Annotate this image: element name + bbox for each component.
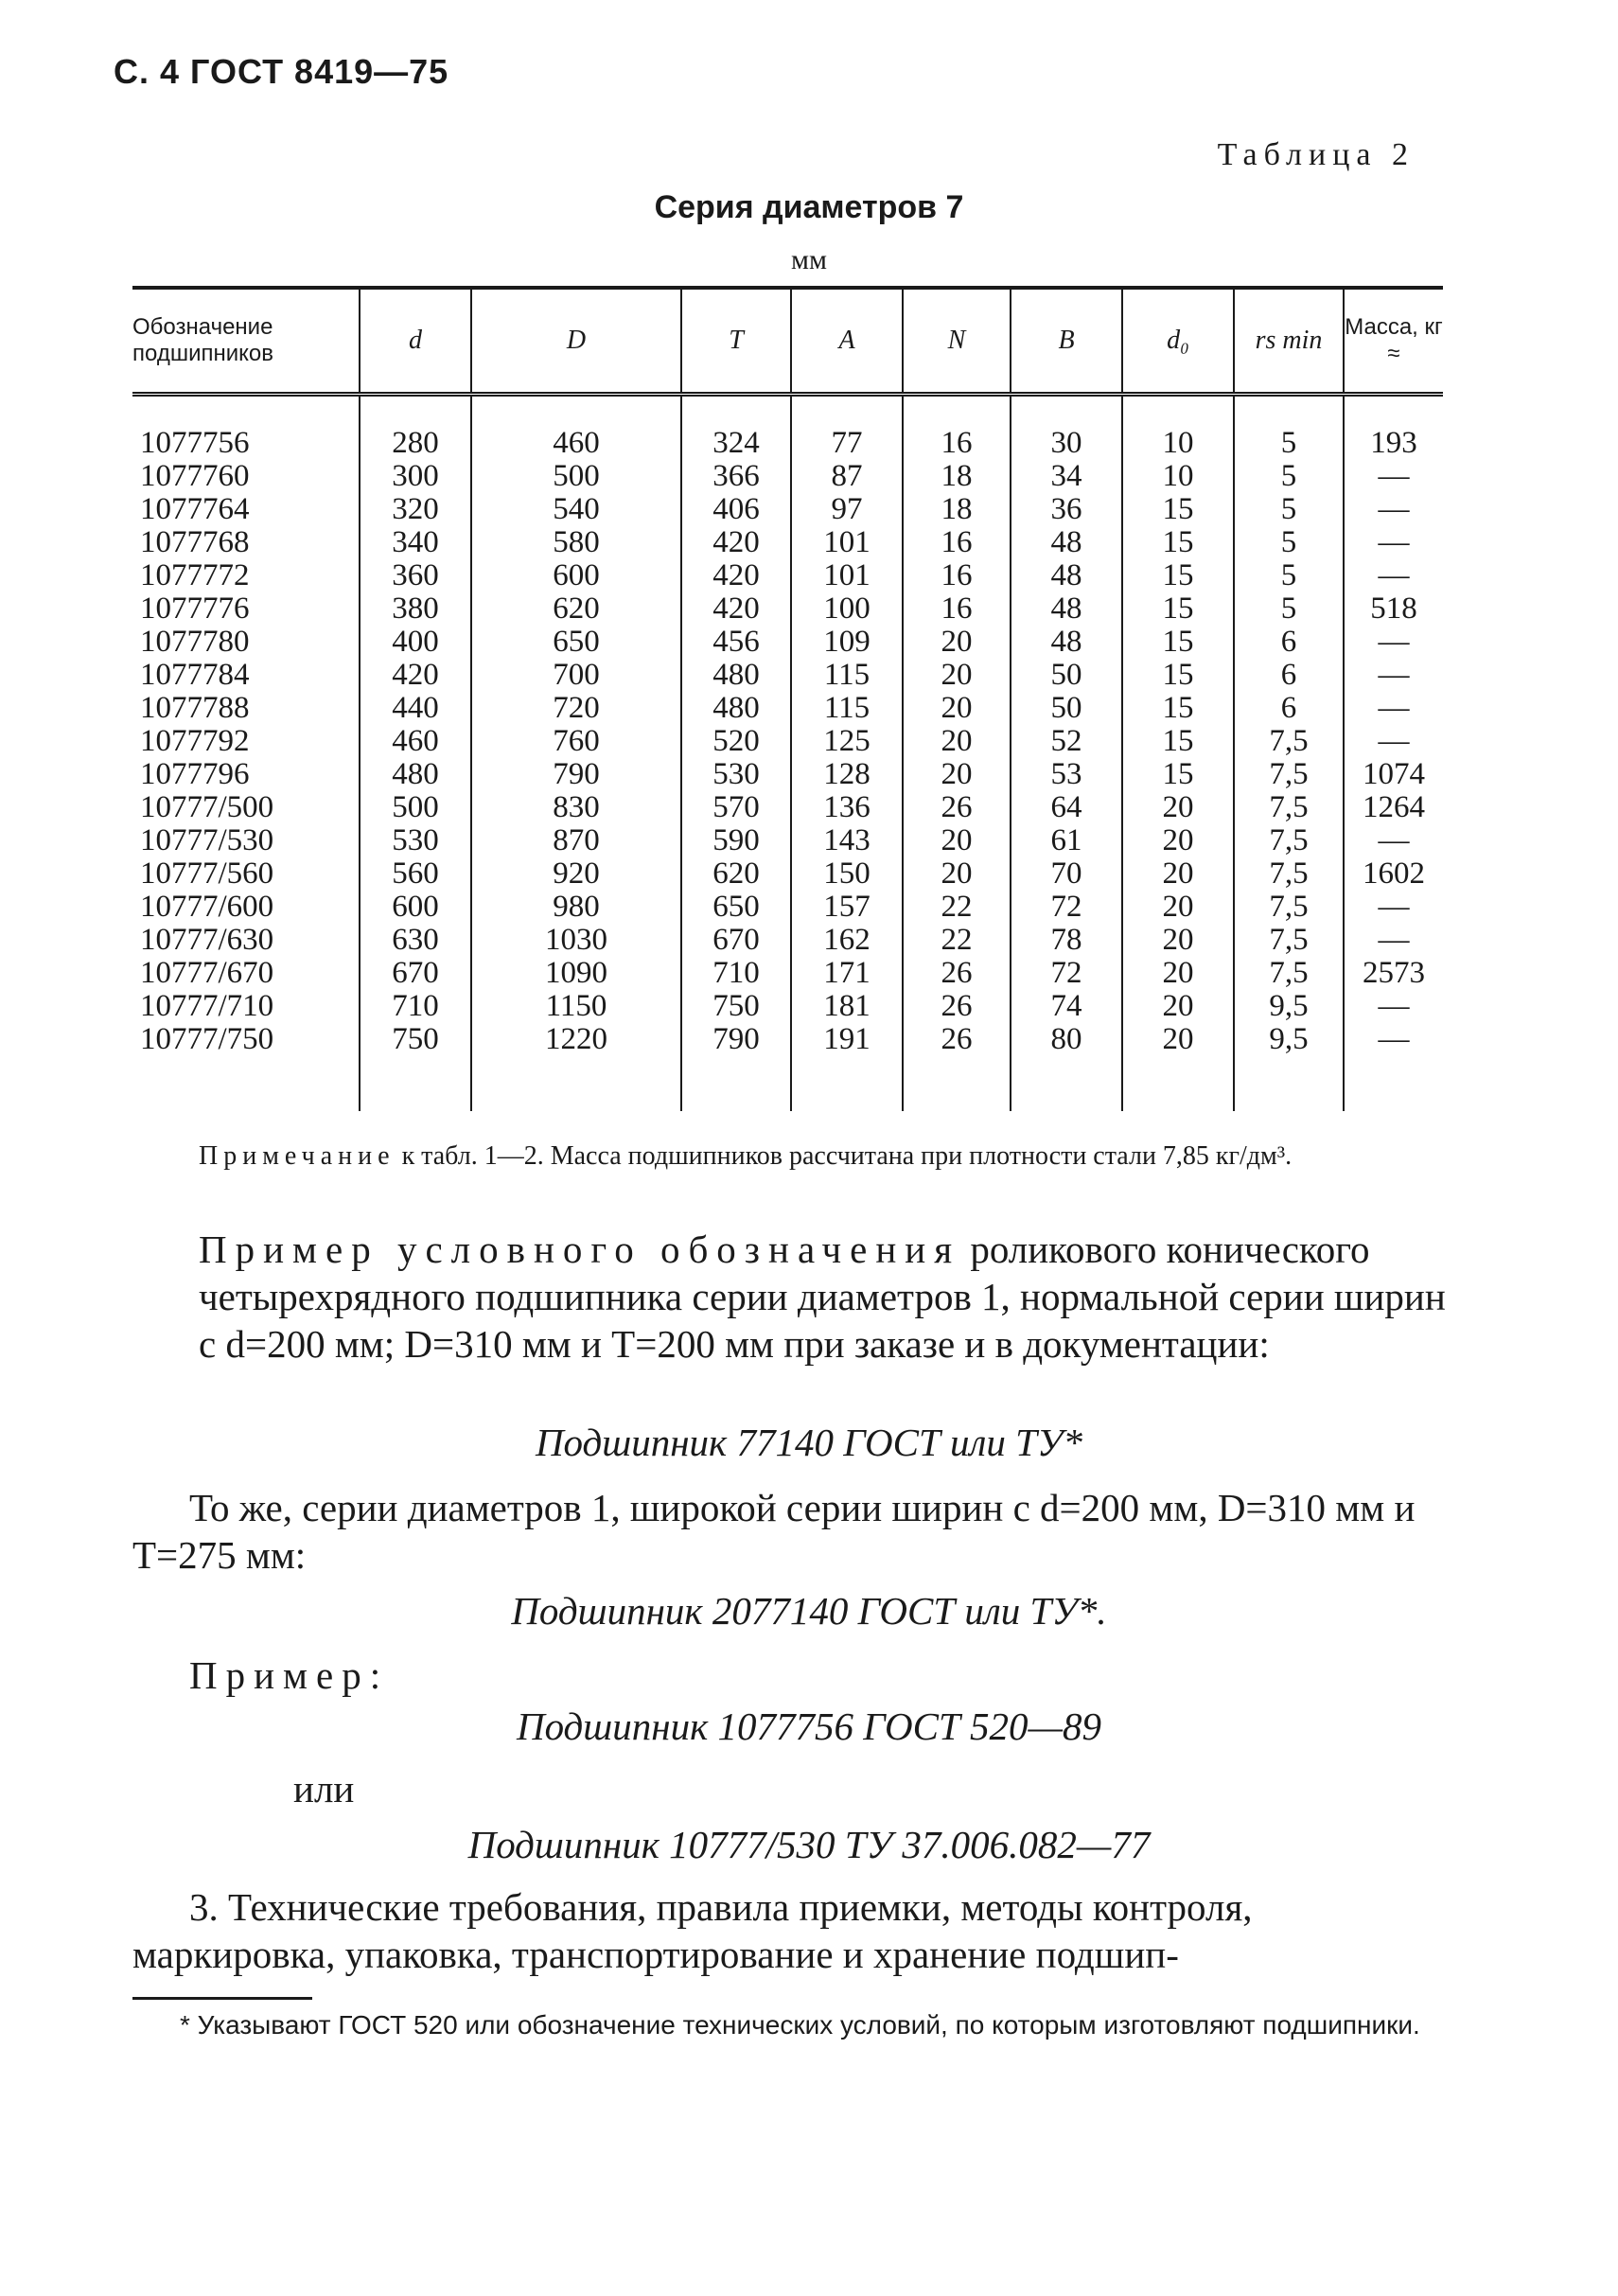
cell-A: 87: [791, 460, 903, 493]
table-note: [199, 1140, 1467, 1173]
cell-B: 52: [1011, 725, 1122, 758]
cell-mass: —: [1344, 924, 1443, 957]
cell-B: 48: [1011, 626, 1122, 659]
cell-T: 520: [681, 725, 791, 758]
cell-mass: —: [1344, 692, 1443, 725]
spacer-cell: [471, 1056, 681, 1111]
cell-mass: —: [1344, 526, 1443, 559]
cell-rs-min: 5: [1234, 460, 1344, 493]
cell-D: 600: [471, 559, 681, 592]
table-number-label: Таблица 2: [1217, 137, 1415, 172]
column-header-designation: Обозначение подшипников: [132, 288, 360, 395]
cell-A: 150: [791, 857, 903, 891]
table-row: [132, 626, 1443, 659]
cell-mass: 193: [1344, 395, 1443, 461]
cell-d: 670: [360, 957, 471, 990]
spacer-cell: [1122, 1056, 1234, 1111]
cell-mass: —: [1344, 559, 1443, 592]
cell-designation: 1077784: [140, 658, 250, 692]
cell-rs-min: 7,5: [1234, 824, 1344, 857]
cell-N: 18: [903, 493, 1011, 526]
cell-rs-min: 7,5: [1234, 857, 1344, 891]
example-label: Пример условного обозначения: [199, 1227, 961, 1271]
cell-d0: 20: [1122, 891, 1234, 924]
cell-N: 26: [903, 791, 1011, 824]
table-row: [132, 526, 1443, 559]
cell-D: 790: [471, 758, 681, 791]
designation-example-4: Подшипник 10777/530 ТУ 37.006.082—77: [467, 1823, 1151, 1866]
cell-d0: 15: [1122, 493, 1234, 526]
cell-designation: 10777/630: [140, 923, 274, 957]
cell-B: 50: [1011, 692, 1122, 725]
cell-N: 20: [903, 857, 1011, 891]
table-row: [132, 824, 1443, 857]
cell-d: 380: [360, 592, 471, 626]
table-row: [132, 857, 1443, 891]
cell-N: 16: [903, 592, 1011, 626]
cell-d: 480: [360, 758, 471, 791]
cell-d: 400: [360, 626, 471, 659]
cell-d0: 15: [1122, 758, 1234, 791]
cell-d: 280: [360, 395, 471, 461]
cell-rs-min: 5: [1234, 395, 1344, 461]
column-header-N: N: [903, 288, 1011, 395]
cell-d: 440: [360, 692, 471, 725]
cell-d: 750: [360, 1023, 471, 1056]
cell-B: 34: [1011, 460, 1122, 493]
example-2-label: Пример:: [189, 1653, 390, 1697]
cell-D: 540: [471, 493, 681, 526]
cell-T: 420: [681, 559, 791, 592]
cell-mass: 2573: [1344, 957, 1443, 990]
cell-d0: 15: [1122, 559, 1234, 592]
cell-d0: 20: [1122, 824, 1234, 857]
table-row: [132, 659, 1443, 692]
cell-D: 620: [471, 592, 681, 626]
cell-rs-min: 7,5: [1234, 957, 1344, 990]
cell-N: 26: [903, 990, 1011, 1023]
cell-mass: —: [1344, 1023, 1443, 1056]
cell-D: 1150: [471, 990, 681, 1023]
cell-d: 320: [360, 493, 471, 526]
cell-d: 630: [360, 924, 471, 957]
cell-rs-min: 5: [1234, 559, 1344, 592]
cell-D: 870: [471, 824, 681, 857]
cell-rs-min: 9,5: [1234, 990, 1344, 1023]
cell-N: 22: [903, 891, 1011, 924]
cell-D: 1030: [471, 924, 681, 957]
cell-B: 64: [1011, 791, 1122, 824]
cell-B: 48: [1011, 526, 1122, 559]
cell-mass: —: [1344, 493, 1443, 526]
cell-B: 74: [1011, 990, 1122, 1023]
cell-d: 460: [360, 725, 471, 758]
cell-designation: 10777/500: [140, 790, 274, 824]
cell-d0: 20: [1122, 990, 1234, 1023]
spacer-cell: [791, 1056, 903, 1111]
cell-rs-min: 9,5: [1234, 1023, 1344, 1056]
table-row: [132, 559, 1443, 592]
cell-A: 109: [791, 626, 903, 659]
cell-d0: 15: [1122, 526, 1234, 559]
cell-mass: 1264: [1344, 791, 1443, 824]
cell-designation: 10777/670: [140, 956, 274, 990]
cell-N: 22: [903, 924, 1011, 957]
cell-B: 30: [1011, 395, 1122, 461]
bearing-dimensions-table: [132, 286, 1443, 1111]
cell-d0: 20: [1122, 957, 1234, 990]
cell-mass: —: [1344, 460, 1443, 493]
cell-d0: 20: [1122, 857, 1234, 891]
cell-designation: 1077796: [140, 757, 250, 791]
cell-T: 650: [681, 891, 791, 924]
cell-d: 300: [360, 460, 471, 493]
cell-T: 406: [681, 493, 791, 526]
cell-D: 700: [471, 659, 681, 692]
column-header-rs-min: rs min: [1234, 288, 1344, 395]
spacer-cell: [681, 1056, 791, 1111]
cell-mass: 518: [1344, 592, 1443, 626]
example-text: роликового конического четырехрядного подшипника серии диаметров 1, нормальной серии ширин с d=200 мм; D=310 мм и T=200 мм при заказе и в документации:: [199, 1227, 1446, 1366]
cell-d0: 15: [1122, 692, 1234, 725]
table-row: [132, 1023, 1443, 1056]
cell-D: 720: [471, 692, 681, 725]
spacer-cell: [1011, 1056, 1122, 1111]
cell-A: 157: [791, 891, 903, 924]
cell-D: 920: [471, 857, 681, 891]
cell-d: 710: [360, 990, 471, 1023]
cell-rs-min: 6: [1234, 626, 1344, 659]
table-title: Серия диаметров 7: [654, 189, 964, 225]
cell-d0: 15: [1122, 725, 1234, 758]
cell-A: 162: [791, 924, 903, 957]
cell-designation: 1077760: [140, 459, 250, 493]
cell-designation: 1077776: [140, 592, 250, 626]
cell-N: 20: [903, 824, 1011, 857]
designation-example-2: Подшипник 2077140 ГОСТ или ТУ*.: [511, 1589, 1107, 1633]
cell-d: 420: [360, 659, 471, 692]
cell-T: 590: [681, 824, 791, 857]
cell-N: 16: [903, 526, 1011, 559]
cell-A: 97: [791, 493, 903, 526]
cell-rs-min: 7,5: [1234, 891, 1344, 924]
cell-A: 128: [791, 758, 903, 791]
spacer-cell: [132, 1056, 360, 1111]
cell-mass: —: [1344, 990, 1443, 1023]
footnote-divider: [132, 1997, 312, 2000]
cell-A: 171: [791, 957, 903, 990]
cell-T: 620: [681, 857, 791, 891]
cell-rs-min: 5: [1234, 493, 1344, 526]
cell-d0: 15: [1122, 659, 1234, 692]
cell-mass: —: [1344, 659, 1443, 692]
cell-T: 710: [681, 957, 791, 990]
cell-designation: 10777/750: [140, 1022, 274, 1056]
cell-designation: 10777/560: [140, 857, 274, 891]
cell-N: 26: [903, 957, 1011, 990]
cell-B: 78: [1011, 924, 1122, 957]
cell-designation: 1077772: [140, 558, 250, 592]
designation-example-3: Подшипник 1077756 ГОСТ 520—89: [516, 1704, 1102, 1748]
cell-rs-min: 5: [1234, 526, 1344, 559]
cell-mass: —: [1344, 725, 1443, 758]
cell-rs-min: 5: [1234, 592, 1344, 626]
cell-B: 53: [1011, 758, 1122, 791]
cell-B: 72: [1011, 957, 1122, 990]
cell-d: 530: [360, 824, 471, 857]
cell-B: 80: [1011, 1023, 1122, 1056]
cell-d: 360: [360, 559, 471, 592]
cell-A: 77: [791, 395, 903, 461]
cell-rs-min: 7,5: [1234, 791, 1344, 824]
cell-designation: 10777/530: [140, 823, 274, 857]
table-header-row: [132, 288, 1443, 395]
cell-d0: 10: [1122, 460, 1234, 493]
cell-D: 500: [471, 460, 681, 493]
cell-A: 101: [791, 526, 903, 559]
cell-D: 760: [471, 725, 681, 758]
cell-D: 650: [471, 626, 681, 659]
table-row: [132, 725, 1443, 758]
cell-B: 48: [1011, 592, 1122, 626]
cell-B: 61: [1011, 824, 1122, 857]
column-header-T: T: [681, 288, 791, 395]
cell-T: 570: [681, 791, 791, 824]
table-row: [132, 924, 1443, 957]
table-spacer-row: [132, 1056, 1443, 1111]
cell-N: 16: [903, 395, 1011, 461]
cell-d: 600: [360, 891, 471, 924]
cell-A: 125: [791, 725, 903, 758]
cell-d0: 10: [1122, 395, 1234, 461]
cell-A: 143: [791, 824, 903, 857]
cell-mass: —: [1344, 626, 1443, 659]
cell-T: 420: [681, 592, 791, 626]
cell-designation: 1077756: [140, 426, 250, 460]
table-row: [132, 990, 1443, 1023]
cell-A: 181: [791, 990, 903, 1023]
cell-T: 480: [681, 659, 791, 692]
column-header-d: d: [360, 288, 471, 395]
column-header-d0: d₀: [1122, 288, 1234, 395]
same-example-paragraph: То же, серии диаметров 1, широкой серии ширин с d=200 мм, D=310 мм и T=275 мм:: [132, 1486, 1416, 1577]
cell-A: 101: [791, 559, 903, 592]
table-row: [132, 395, 1443, 461]
section-3-paragraph: 3. Технические требования, правила приемки, методы контроля, маркировка, упаковка, транспортирование и хранение подшип-: [132, 1885, 1253, 1976]
cell-d0: 15: [1122, 592, 1234, 626]
table-row: [132, 460, 1443, 493]
cell-N: 26: [903, 1023, 1011, 1056]
cell-D: 830: [471, 791, 681, 824]
table-row: [132, 493, 1443, 526]
note-label: Примечание: [199, 1141, 396, 1171]
cell-rs-min: 7,5: [1234, 725, 1344, 758]
table-row: [132, 592, 1443, 626]
table-unit: мм: [791, 244, 827, 275]
cell-N: 20: [903, 758, 1011, 791]
cell-A: 191: [791, 1023, 903, 1056]
table-row: [132, 957, 1443, 990]
cell-designation: 1077768: [140, 525, 250, 559]
column-header-mass: Масса, кг ≈: [1344, 288, 1443, 395]
cell-A: 115: [791, 659, 903, 692]
cell-B: 36: [1011, 493, 1122, 526]
cell-rs-min: 6: [1234, 659, 1344, 692]
cell-D: 460: [471, 395, 681, 461]
table-row: [132, 791, 1443, 824]
cell-designation: 1077780: [140, 625, 250, 659]
cell-T: 750: [681, 990, 791, 1023]
example-paragraph: [199, 1226, 1457, 1368]
cell-mass: 1602: [1344, 857, 1443, 891]
cell-d0: 20: [1122, 1023, 1234, 1056]
cell-d: 340: [360, 526, 471, 559]
cell-T: 790: [681, 1023, 791, 1056]
or-connector: или: [293, 1767, 355, 1810]
spacer-cell: [1344, 1056, 1443, 1111]
cell-designation: 1077764: [140, 492, 250, 526]
cell-d: 500: [360, 791, 471, 824]
cell-T: 420: [681, 526, 791, 559]
cell-B: 50: [1011, 659, 1122, 692]
cell-A: 115: [791, 692, 903, 725]
cell-T: 530: [681, 758, 791, 791]
cell-designation: 10777/600: [140, 890, 274, 924]
cell-rs-min: 6: [1234, 692, 1344, 725]
cell-B: 72: [1011, 891, 1122, 924]
cell-mass: 1074: [1344, 758, 1443, 791]
cell-T: 670: [681, 924, 791, 957]
spacer-cell: [903, 1056, 1011, 1111]
cell-D: 580: [471, 526, 681, 559]
cell-mass: —: [1344, 891, 1443, 924]
cell-D: 980: [471, 891, 681, 924]
designation-example-1: Подшипник 77140 ГОСТ или ТУ*: [535, 1421, 1083, 1464]
cell-T: 480: [681, 692, 791, 725]
page-reference: С. 4 ГОСТ 8419—75: [114, 52, 449, 91]
cell-designation: 10777/710: [140, 989, 274, 1023]
cell-B: 48: [1011, 559, 1122, 592]
cell-D: 1090: [471, 957, 681, 990]
cell-T: 324: [681, 395, 791, 461]
column-header-A: A: [791, 288, 903, 395]
cell-A: 136: [791, 791, 903, 824]
footnote: * Указывают ГОСТ 520 или обозначение технических условий, по которым изготовляют подшипники.: [180, 2010, 1420, 2040]
spacer-cell: [360, 1056, 471, 1111]
cell-designation: 1077792: [140, 724, 250, 758]
note-text: к табл. 1—2. Масса подшипников рассчитана при плотности стали 7,85 кг/дм³.: [401, 1141, 1293, 1171]
cell-N: 20: [903, 659, 1011, 692]
cell-B: 70: [1011, 857, 1122, 891]
cell-d: 560: [360, 857, 471, 891]
cell-N: 20: [903, 692, 1011, 725]
table-row: [132, 891, 1443, 924]
cell-mass: —: [1344, 824, 1443, 857]
column-header-D: D: [471, 288, 681, 395]
table-body: [132, 395, 1443, 1112]
cell-N: 18: [903, 460, 1011, 493]
cell-rs-min: 7,5: [1234, 758, 1344, 791]
cell-d0: 20: [1122, 924, 1234, 957]
cell-T: 366: [681, 460, 791, 493]
cell-designation: 1077788: [140, 691, 250, 725]
cell-d0: 15: [1122, 626, 1234, 659]
cell-N: 16: [903, 559, 1011, 592]
table-row: [132, 758, 1443, 791]
cell-T: 456: [681, 626, 791, 659]
cell-A: 100: [791, 592, 903, 626]
cell-rs-min: 7,5: [1234, 924, 1344, 957]
spacer-cell: [1234, 1056, 1344, 1111]
table-row: [132, 692, 1443, 725]
cell-d0: 20: [1122, 791, 1234, 824]
cell-N: 20: [903, 725, 1011, 758]
cell-D: 1220: [471, 1023, 681, 1056]
cell-N: 20: [903, 626, 1011, 659]
column-header-B: B: [1011, 288, 1122, 395]
